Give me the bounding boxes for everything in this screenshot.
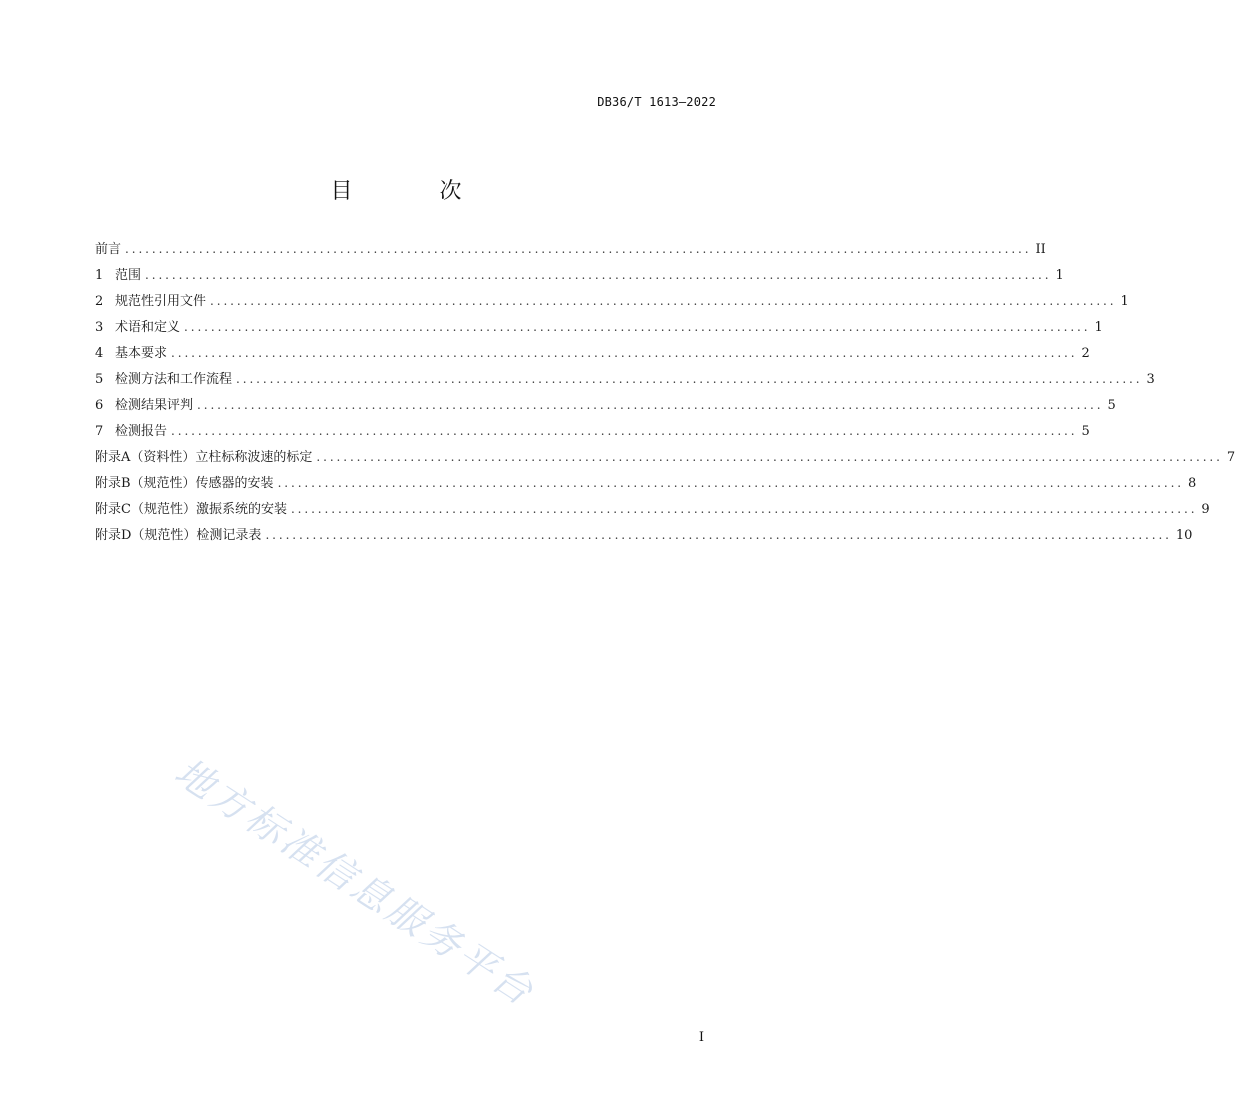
toc-entry-page: 7: [1226, 450, 1235, 465]
toc-leader-dots: .......................................................................................................................................: [125, 242, 1032, 256]
toc-entry-label: 附录D（规范性）检测记录表: [95, 528, 262, 543]
toc-entry-page: 3: [1146, 372, 1155, 387]
toc-leader-dots: .......................................................................................................................................: [210, 294, 1117, 308]
toc-entry-page: 1: [1094, 320, 1103, 335]
toc-leader-dots: .......................................................................................................................................: [265, 528, 1172, 542]
toc-leader-dots: .......................................................................................................................................: [197, 398, 1104, 412]
toc-entry-test-report[interactable]: [95, 420, 1090, 446]
toc-entry-number: 4: [95, 346, 104, 361]
toc-entry-number: 3: [95, 320, 104, 335]
toc-entry-label: 检测结果评判: [115, 398, 194, 413]
toc-entry-number: 1: [95, 268, 104, 283]
toc-entry-page: 2: [1081, 346, 1090, 361]
toc-entry-page: 9: [1201, 502, 1210, 517]
toc-leader-dots: .......................................................................................................................................: [184, 320, 1091, 334]
toc-entry-label: 规范性引用文件: [115, 294, 207, 309]
page-title: 目 次: [330, 179, 502, 204]
toc-entry-basic-requirements[interactable]: [95, 342, 1090, 368]
toc-entry-page: 5: [1081, 424, 1090, 439]
toc-entry-label: 前言: [95, 242, 122, 257]
toc-entry-appendix-d[interactable]: [95, 524, 1193, 550]
toc-entry-label: 附录A（资料性）立柱标称波速的标定: [95, 450, 313, 465]
toc-entry-page: 10: [1175, 528, 1193, 543]
page-number: I: [698, 1030, 704, 1045]
toc-leader-dots: .......................................................................................................................................: [171, 346, 1078, 360]
toc-entry-number: 6: [95, 398, 104, 413]
toc-entry-page: 1: [1055, 268, 1064, 283]
toc-leader-dots: .......................................................................................................................................: [145, 268, 1052, 282]
standard-code: DB36/T 1613—2022: [597, 95, 716, 109]
toc-entry-page: II: [1035, 242, 1046, 257]
toc-entry-scope[interactable]: [95, 264, 1064, 290]
table-of-contents: [95, 238, 1235, 550]
toc-entry-page: 1: [1120, 294, 1129, 309]
toc-entry-label: 范围: [115, 268, 142, 283]
toc-entry-label: 附录B（规范性）传感器的安装: [95, 476, 274, 491]
toc-leader-dots: .......................................................................................................................................: [236, 372, 1143, 386]
toc-entry-test-methods[interactable]: [95, 368, 1155, 394]
toc-entry-label: 基本要求: [115, 346, 168, 361]
toc-entry-number: 2: [95, 294, 104, 309]
toc-entry-label: 检测方法和工作流程: [115, 372, 233, 387]
toc-leader-dots: .......................................................................................................................................: [316, 450, 1223, 464]
toc-entry-page: 8: [1188, 476, 1197, 491]
toc-entry-label: 检测报告: [115, 424, 168, 439]
toc-entry-foreword[interactable]: [95, 238, 1046, 264]
toc-leader-dots: .......................................................................................................................................: [171, 424, 1078, 438]
toc-entry-appendix-b[interactable]: [95, 472, 1197, 498]
toc-entry-appendix-c[interactable]: [95, 498, 1210, 524]
toc-entry-label: 术语和定义: [115, 320, 181, 335]
watermark: 地方标准信息服务平台: [167, 749, 544, 1016]
toc-entry-terms-definitions[interactable]: [95, 316, 1103, 342]
toc-entry-number: 5: [95, 372, 104, 387]
toc-entry-label: 附录C（规范性）激振系统的安装: [95, 502, 287, 517]
toc-entry-result-evaluation[interactable]: [95, 394, 1116, 420]
toc-entry-appendix-a[interactable]: [95, 446, 1235, 472]
toc-leader-dots: .......................................................................................................................................: [277, 476, 1185, 490]
toc-leader-dots: .......................................................................................................................................: [290, 502, 1198, 516]
toc-entry-page: 5: [1107, 398, 1116, 413]
toc-entry-normative-references[interactable]: [95, 290, 1129, 316]
toc-entry-number: 7: [95, 424, 104, 439]
